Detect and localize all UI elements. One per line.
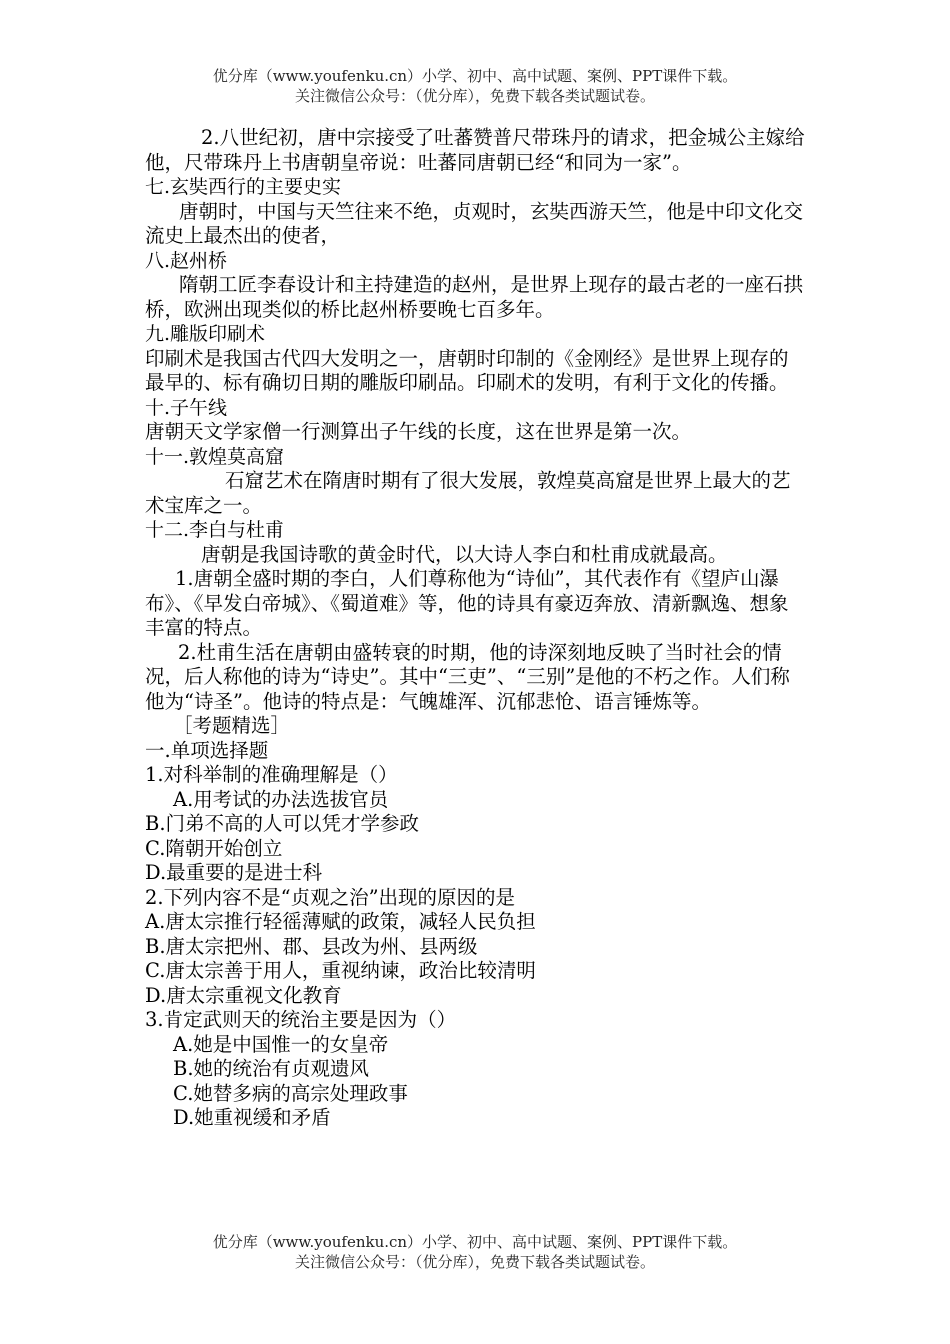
question-3: 3.肯定武则天的统治主要是因为（） [145, 1008, 457, 1031]
paragraph-12: 唐朝是我国诗歌的黄金时代，以大诗人李白和杜甫成就最高。 [201, 542, 728, 566]
paragraph-9: 印刷术是我国古代四大发明之一，唐朝时印制的《金刚经》是世界上现存的最早的、标有确切日期的雕版印刷品。印刷术的发明，有利于文化的传播。 [145, 346, 789, 394]
footer-line-2: 关注微信公众号：（优分库），免费下载各类试题试卷。 [294, 1253, 655, 1271]
question-2-option-a: A.唐太宗推行轻徭薄赋的政策，减轻人民负担 [145, 910, 536, 933]
question-3-option-b: B.她的统治有贞观遗风 [173, 1057, 370, 1080]
question-2-option-b: B.唐太宗把州、郡、县改为州、县两级 [145, 934, 478, 958]
section-single-choice: 一.单项选择题 [145, 738, 269, 762]
footer-line-1: 优分库（www.youfenku.cn）小学、初中、高中试题、案例、PPT课件下载。 [212, 1233, 738, 1251]
question-1-option-d: D.最重要的是进士科 [145, 861, 323, 884]
paragraph-12-2: 2.杜甫生活在唐朝由盛转衰的时期，他的诗深刻地反映了当时社会的情况，后人称他的诗为“诗史”。其中“三吏”、“三别”是他的不朽之作。人们称他为“诗圣”。他诗的特点是：气魄雄浑、沉郁悲怆、语言锤炼等。 [145, 640, 790, 713]
paragraph-8: 隋朝工匠李春设计和主持建造的赵州，是世界上现存的最古老的一座石拱桥，欧洲出现类似的桥比赵州桥要晚七百多年。 [145, 273, 804, 321]
question-3-option-d: D.她重视缓和矛盾 [173, 1106, 331, 1129]
question-1: 1.对科举制的准确理解是（） [145, 763, 398, 786]
heading-8: 八.赵州桥 [145, 249, 228, 272]
heading-7: 七.玄奘西行的主要史实 [145, 176, 342, 198]
heading-9: 九.雕版印刷术 [145, 323, 266, 345]
paragraph-11: 石窟艺术在隋唐时期有了很大发展，敦煌莫高窟是世界上最大的艺术宝库之一。 [145, 469, 791, 517]
header-line-1: 优分库（www.youfenku.cn）小学、初中、高中试题、案例、PPT课件下载。 [212, 67, 738, 85]
paragraph-12-1: 1.唐朝全盛时期的李白，人们尊称他为“诗仙”，其代表作有《望庐山瀑布》、《早发白帝城》、《蜀道难》等，他的诗具有豪迈奔放、清新飘逸、想象丰富的特点。 [145, 567, 789, 639]
question-2-option-c: C.唐太宗善于用人，重视纳谏，政治比较清明 [145, 959, 536, 982]
heading-12: 十二.李白与杜甫 [145, 519, 285, 541]
paragraph-7: 唐朝时，中国与天竺往来不绝，贞观时，玄奘西游天竺，他是中印文化交流史上最杰出的使者， [145, 199, 804, 247]
question-2: 2.下列内容不是“贞观之治”出现的原因的是 [145, 885, 516, 909]
page-footer [0, 1232, 950, 1272]
question-2-option-d: D.唐太宗重视文化教育 [145, 983, 342, 1007]
question-1-option-b: B.门弟不高的人可以凭才学参政 [145, 812, 420, 835]
page-header [0, 66, 950, 106]
question-3-option-c: C.她替多病的高宗处理政事 [173, 1081, 408, 1105]
question-3-option-a: A.她是中国惟一的女皇帝 [173, 1032, 389, 1056]
question-1-option-c: C.隋朝开始创立 [145, 836, 283, 860]
heading-10: 十.子午线 [145, 396, 228, 419]
heading-11: 十一.敦煌莫高窟 [145, 445, 285, 468]
exam-section-title: ［考题精选］ [173, 714, 291, 737]
paragraph-tubo-2: 2.八世纪初，唐中宗接受了吐蕃赞普尺带珠丹的请求，把金城公主嫁给他，尺带珠丹上书唐朝皇帝说：吐蕃同唐朝已经“和同为一家”。 [145, 126, 805, 174]
paragraph-10: 唐朝天文学家僧一行测算出子午线的长度，这在世界是第一次。 [145, 420, 692, 443]
header-line-2: 关注微信公众号：（优分库），免费下载各类试题试卷。 [294, 87, 655, 105]
document-body [145, 126, 805, 1131]
question-1-option-a: A.用考试的办法选拔官员 [173, 787, 389, 811]
